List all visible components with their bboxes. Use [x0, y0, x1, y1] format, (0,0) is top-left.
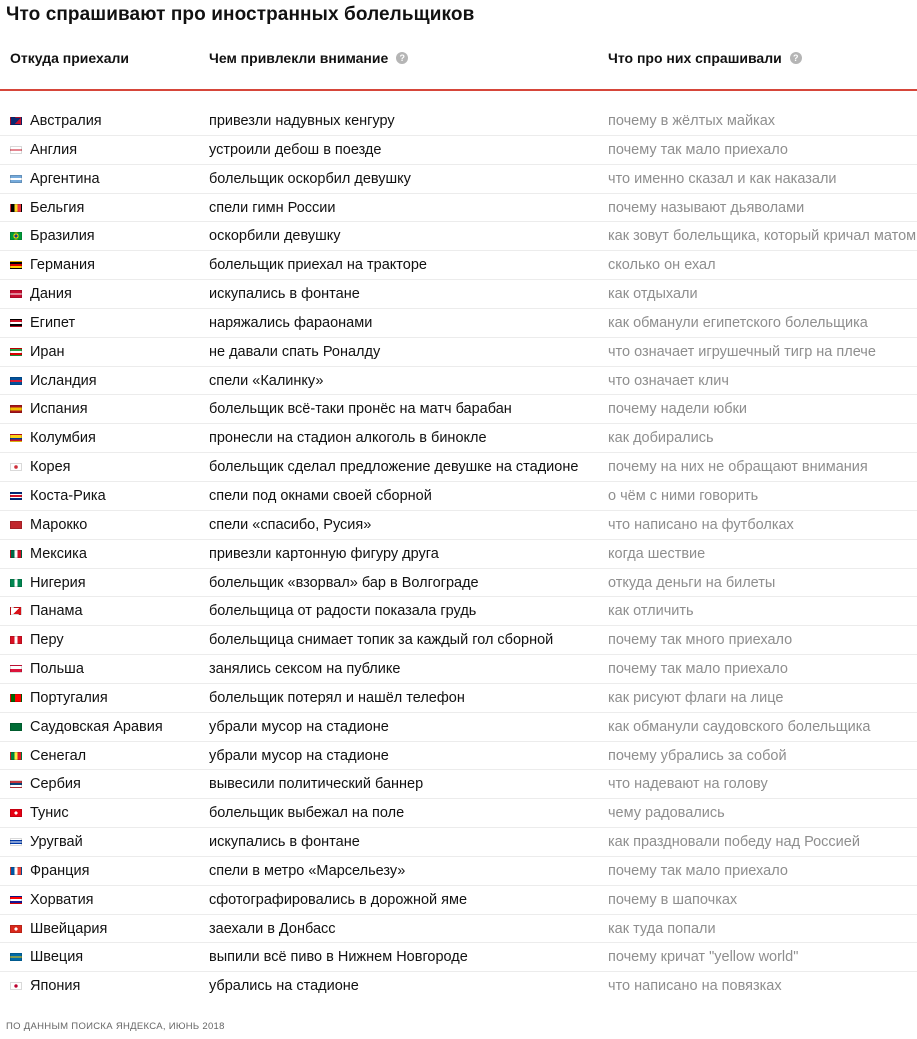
- country-name: Колумбия: [30, 430, 96, 447]
- query-cell: что написано на повязках: [608, 978, 782, 995]
- flag-australia-icon: [10, 117, 22, 125]
- country-cell: [10, 886, 94, 914]
- query-cell: когда шествие: [608, 545, 706, 562]
- country-cell: [10, 569, 86, 597]
- reason-cell: спели под окнами своей сборной: [209, 487, 432, 504]
- flag-england-icon: [10, 146, 22, 154]
- question-circle-icon[interactable]: ?: [396, 52, 408, 64]
- country-cell: [10, 915, 107, 943]
- country-name: Нигерия: [30, 574, 86, 591]
- country-name: Сенегал: [30, 747, 87, 764]
- flag-poland-icon: [10, 665, 22, 673]
- country-name: Сербия: [30, 776, 81, 793]
- reason-cell: убрали мусор на стадионе: [209, 718, 389, 735]
- table-row: [0, 857, 917, 886]
- country-name: Дания: [30, 286, 72, 303]
- flag-argentina-icon: [10, 175, 22, 183]
- table-row: [0, 482, 917, 511]
- table-row: [0, 309, 917, 338]
- table-row: [0, 626, 917, 655]
- country-cell: [10, 511, 87, 539]
- reason-cell: болельщица снимает топик за каждый гол сборной: [209, 632, 554, 649]
- reason-cell: спели «Калинку»: [209, 372, 324, 389]
- country-name: Перу: [30, 632, 64, 649]
- flag-uruguay-icon: [10, 838, 22, 846]
- country-cell: [10, 713, 163, 741]
- column-header-country-label: Откуда приехали: [10, 50, 130, 66]
- reason-cell: привезли надувных кенгуру: [209, 113, 395, 129]
- country-name: Швейцария: [30, 920, 108, 937]
- country-cell: [10, 684, 108, 712]
- country-cell: [10, 626, 64, 654]
- query-cell: что написано на футболках: [608, 516, 794, 533]
- flag-switzerland-icon: [10, 925, 22, 933]
- query-cell: как отличить: [608, 603, 694, 620]
- reason-cell: привезли картонную фигуру друга: [209, 545, 439, 562]
- column-header-reason-label: Чем привлекли внимание: [209, 50, 389, 66]
- query-cell: почему кричат "yellow world": [608, 949, 799, 966]
- table-row: [0, 165, 917, 194]
- reason-cell: болельщица от радости показала грудь: [209, 603, 477, 620]
- country-name: Испания: [30, 401, 88, 418]
- reason-cell: болельщик оскорбил девушку: [209, 170, 411, 187]
- reason-cell: наряжались фараонами: [209, 314, 373, 331]
- country-name: Саудовская Аравия: [30, 718, 163, 735]
- query-cell: почему так мало приехало: [608, 661, 788, 678]
- country-cell: [10, 742, 86, 770]
- table-row: [0, 828, 917, 857]
- column-header-query-label: Что про них спрашивали: [608, 50, 782, 66]
- table-row: [0, 540, 917, 569]
- query-cell: чему радовались: [608, 805, 725, 822]
- reason-cell: искупались в фонтане: [209, 286, 360, 303]
- country-cell: [10, 799, 69, 827]
- table-row: [0, 713, 917, 742]
- reason-cell: выпили всё пиво в Нижнем Новгороде: [209, 949, 468, 966]
- country-name: Швеция: [30, 949, 84, 966]
- reason-cell: занялись сексом на публике: [209, 661, 401, 678]
- country-name: Исландия: [30, 372, 97, 389]
- reason-cell: вывесили политический баннер: [209, 776, 424, 793]
- table-row: [0, 395, 917, 424]
- reason-cell: болельщик сделал предложение девушке на стадионе: [209, 459, 579, 476]
- country-name: Иран: [30, 343, 65, 360]
- query-cell: почему надели юбки: [608, 401, 747, 418]
- country-name: Бразилия: [30, 228, 95, 245]
- country-name: Египет: [30, 314, 76, 331]
- country-name: Бельгия: [30, 199, 85, 216]
- country-name: Аргентина: [30, 170, 100, 187]
- table-row: [0, 251, 917, 280]
- flag-morocco-icon: [10, 521, 22, 529]
- flag-spain-icon: [10, 405, 22, 413]
- query-cell: как рисуют флаги на лице: [608, 689, 784, 706]
- reason-cell: спели гимн России: [209, 199, 336, 216]
- country-cell: [10, 943, 83, 971]
- flag-portugal-icon: [10, 694, 22, 702]
- query-cell: как обманули саудовского болельщика: [608, 718, 871, 735]
- query-cell: что означает игрушечный тигр на плече: [608, 343, 876, 360]
- country-name: Франция: [30, 862, 90, 879]
- table-row: [0, 424, 917, 453]
- flag-brazil-icon: [10, 232, 22, 240]
- page-title: Что спрашивают про иностранных болельщиков: [6, 4, 475, 25]
- country-name: Германия: [30, 257, 96, 274]
- flag-croatia-icon: [10, 896, 22, 904]
- flag-sweden-icon: [10, 953, 22, 961]
- header-divider: [0, 89, 917, 91]
- source-note: ПО ДАННЫМ ПОИСКА ЯНДЕКСА, ИЮНЬ 2018: [6, 1021, 225, 1032]
- country-cell: [10, 194, 84, 222]
- country-name: Австралия: [30, 113, 102, 129]
- country-cell: [10, 857, 89, 885]
- flag-france-icon: [10, 867, 22, 875]
- reason-cell: болельщик приехал на тракторе: [209, 257, 427, 274]
- reason-cell: болельщик всё-таки пронёс на матч барабан: [209, 401, 512, 418]
- table-row: [0, 569, 917, 598]
- table-row: [0, 511, 917, 540]
- country-name: Польша: [30, 661, 84, 678]
- query-cell: почему на них не обращают внимания: [608, 459, 868, 476]
- query-cell: как туда попали: [608, 920, 716, 937]
- country-cell: [10, 424, 96, 452]
- flag-mexico-icon: [10, 550, 22, 558]
- country-cell: [10, 453, 71, 481]
- reason-cell: искупались в фонтане: [209, 834, 360, 851]
- query-cell: почему так мало приехало: [608, 862, 788, 879]
- flag-costa-rica-icon: [10, 492, 22, 500]
- query-cell: как отдыхали: [608, 286, 698, 303]
- reason-cell: спели «спасибо, Русия»: [209, 516, 372, 533]
- table-row: [0, 597, 917, 626]
- country-cell: [10, 280, 72, 308]
- country-name: Португалия: [30, 689, 108, 706]
- reason-cell: устроили дебош в поезде: [209, 141, 382, 158]
- query-cell: что означает клич: [608, 372, 729, 389]
- country-cell: [10, 107, 102, 135]
- table-row: [0, 107, 917, 136]
- country-cell: [10, 251, 95, 279]
- query-cell: как добирались: [608, 430, 714, 447]
- reason-cell: сфотографировались в дорожной яме: [209, 891, 468, 908]
- flag-tunisia-icon: [10, 809, 22, 817]
- country-name: Марокко: [30, 516, 88, 533]
- flag-japan-icon: [10, 982, 22, 990]
- country-name: Уругвай: [30, 834, 83, 851]
- flag-nigeria-icon: [10, 579, 22, 587]
- query-cell: что именно сказал и как наказали: [608, 170, 837, 187]
- table-row: [0, 915, 917, 944]
- flag-saudi-arabia-icon: [10, 723, 22, 731]
- country-cell: [10, 165, 100, 193]
- query-cell: откуда деньги на билеты: [608, 574, 776, 591]
- flag-germany-icon: [10, 261, 22, 269]
- table-row: [0, 655, 917, 684]
- query-cell: почему убрались за собой: [608, 747, 787, 764]
- query-cell: как праздновали победу над Россией: [608, 834, 860, 851]
- table-row: [0, 886, 917, 915]
- country-cell: [10, 338, 65, 366]
- country-cell: [10, 972, 80, 1000]
- reason-cell: убрали мусор на стадионе: [209, 747, 389, 764]
- flag-serbia-icon: [10, 780, 22, 788]
- table-row: [0, 453, 917, 482]
- country-name: Тунис: [30, 805, 69, 822]
- query-cell: почему в шапочках: [608, 891, 738, 908]
- table-row: [0, 280, 917, 309]
- country-cell: [10, 770, 81, 798]
- reason-cell: болельщик «взорвал» бар в Волгограде: [209, 574, 479, 591]
- table-row: [0, 972, 917, 1001]
- flag-denmark-icon: [10, 290, 22, 298]
- table-row: [0, 799, 917, 828]
- table-header: [0, 50, 917, 72]
- query-cell: почему в жёлтых майках: [608, 113, 776, 129]
- country-name: Корея: [30, 459, 71, 476]
- table-row: [0, 742, 917, 771]
- reason-cell: заехали в Донбасс: [209, 920, 336, 937]
- table-row: [0, 684, 917, 713]
- table-body: [0, 107, 917, 1001]
- country-name: Коста-Рика: [30, 487, 106, 504]
- column-header-country: [10, 50, 129, 66]
- table-row: [0, 943, 917, 972]
- country-cell: [10, 655, 84, 683]
- table-row: [0, 770, 917, 799]
- flag-iceland-icon: [10, 377, 22, 385]
- country-cell: [10, 540, 87, 568]
- reason-cell: убрались на стадионе: [209, 978, 359, 995]
- country-name: Япония: [30, 978, 81, 995]
- flag-egypt-icon: [10, 319, 22, 327]
- reason-cell: спели в метро «Марсельезу»: [209, 862, 406, 879]
- column-header-reason: [209, 50, 408, 66]
- query-cell: как обманули египетского болельщика: [608, 314, 868, 331]
- country-name: Хорватия: [30, 891, 94, 908]
- flag-belgium-icon: [10, 204, 22, 212]
- country-cell: [10, 136, 77, 164]
- query-cell: о чём с ними говорить: [608, 487, 759, 504]
- country-cell: [10, 367, 97, 395]
- country-cell: [10, 482, 106, 510]
- flag-panama-icon: [10, 607, 22, 615]
- reason-cell: пронесли на стадион алкоголь в бинокле: [209, 430, 487, 447]
- country-cell: [10, 395, 88, 423]
- query-cell: почему называют дьяволами: [608, 199, 805, 216]
- reason-cell: болельщик выбежал на поле: [209, 805, 405, 822]
- flag-korea-icon: [10, 463, 22, 471]
- country-cell: [10, 309, 75, 337]
- query-cell: сколько он ехал: [608, 257, 716, 274]
- query-cell: что надевают на голову: [608, 776, 768, 793]
- country-cell: [10, 828, 83, 856]
- reason-cell: болельщик потерял и нашёл телефон: [209, 689, 465, 706]
- country-name: Мексика: [30, 545, 87, 562]
- query-cell: почему так много приехало: [608, 632, 793, 649]
- table-row: [0, 194, 917, 223]
- reason-cell: оскорбили девушку: [209, 228, 341, 245]
- query-cell: как зовут болельщика, который кричал матом: [608, 228, 917, 245]
- table-row: [0, 222, 917, 251]
- query-cell: почему так мало приехало: [608, 141, 788, 158]
- flag-iran-icon: [10, 348, 22, 356]
- question-circle-icon[interactable]: ?: [790, 52, 802, 64]
- country-name: Англия: [30, 141, 78, 158]
- column-header-query: [608, 50, 802, 66]
- table-row: [0, 136, 917, 165]
- reason-cell: не давали спать Роналду: [209, 343, 381, 360]
- flag-senegal-icon: [10, 752, 22, 760]
- flag-colombia-icon: [10, 434, 22, 442]
- table-row: [0, 338, 917, 367]
- table-row: [0, 367, 917, 396]
- country-name: Панама: [30, 603, 83, 620]
- flag-peru-icon: [10, 636, 22, 644]
- country-cell: [10, 597, 83, 625]
- country-cell: [10, 222, 95, 250]
